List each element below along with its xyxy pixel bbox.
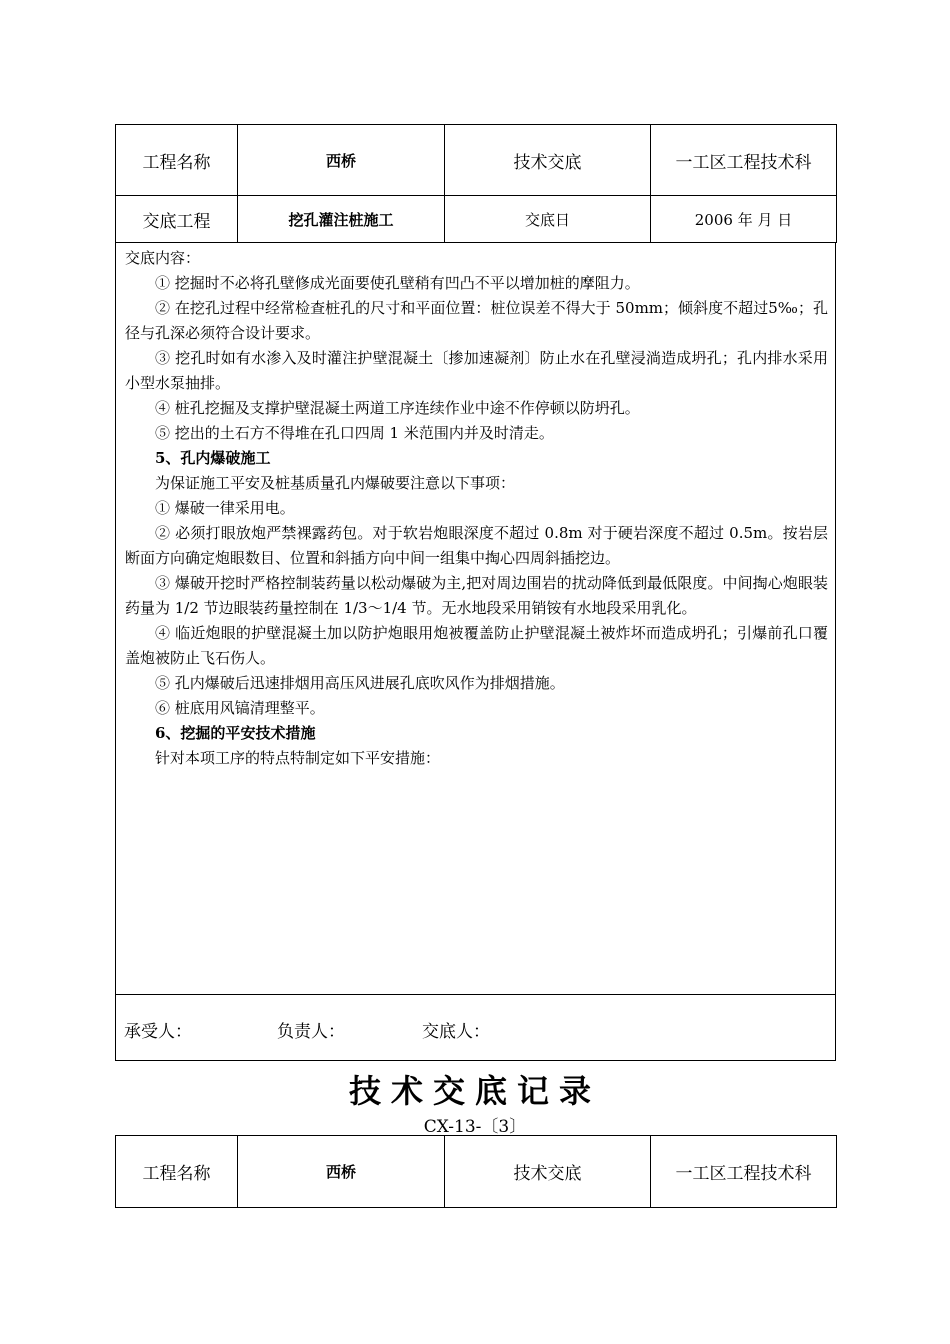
bottom-type-label: 技术交底 (445, 1136, 651, 1208)
content-paragraph: ⑥ 桩底用风镐清理整平。 (155, 699, 325, 717)
type-label: 技术交底 (445, 125, 651, 196)
record-code: CX-13-〔3〕 (423, 1117, 527, 1137)
content-body (125, 246, 828, 771)
section-heading: 6、挖掘的平安技术措施 (155, 724, 316, 742)
content-paragraph: ② 必须打眼放炮严禁裸露药包。对于软岩炮眼深度不超过 0.8m 对于硬岩深度不超过 0.5m。按岩层断面方向确定炮眼数目、位置和斜插方向中间一组集中掏心四周斜插挖边。 (125, 524, 828, 567)
department-value: 一工区工程技术科 (651, 125, 837, 196)
content-paragraph: ① 挖掘时不必将孔壁修成光面要使孔壁稍有凹凸不平以增加桩的摩阻力。 (155, 274, 640, 292)
project-name-value: 西桥 (238, 125, 445, 196)
item-value: 挖孔灌注桩施工 (238, 196, 445, 243)
section-heading: 5、孔内爆破施工 (155, 449, 271, 467)
project-name-label: 工程名称 (116, 125, 238, 196)
header-table (115, 124, 837, 243)
content-section (115, 242, 836, 994)
receiver-label: 承受人： (124, 1022, 192, 1042)
content-paragraph: ④ 桩孔挖掘及支撑护壁混凝土两道工序连续作业中途不作停顿以防坍孔。 (155, 399, 640, 417)
bottom-row-1 (116, 1136, 837, 1208)
signature-section (115, 994, 836, 1061)
responsible-label: 负责人： (277, 1022, 345, 1042)
discloser-label: 交底人： (422, 1022, 490, 1042)
bottom-header-table (115, 1135, 837, 1208)
content-paragraph: ⑤ 孔内爆破后迅速排烟用高压风进展孔底吹风作为排烟措施。 (155, 674, 565, 692)
content-paragraph: ③ 爆破开挖时严格控制装药量以松动爆破为主,把对周边围岩的扰动降低到最低限度。中间掏心炮眼装药量为 1/2 节边眼装药量控制在 1/3～1/4 节。无水地段采用销铵有水地段采用乳化。 (125, 574, 828, 617)
content-paragraph: ④ 临近炮眼的护壁混凝土加以防护炮眼用炮被覆盖防止护壁混凝土被炸坏而造成坍孔；引爆前孔口覆盖炮被防止飞石伤人。 (125, 624, 828, 667)
bottom-project-name-label: 工程名称 (116, 1136, 238, 1208)
content-paragraph: ② 在挖孔过程中经常检查桩孔的尺寸和平面位置：桩位误差不得大于 50mm；倾斜度不超过5‰；孔径与孔深必须符合设计要求。 (125, 299, 828, 342)
header-row-1 (116, 125, 837, 196)
content-paragraphs (125, 271, 828, 771)
header-row-2 (116, 196, 837, 243)
bottom-department-value: 一工区工程技术科 (651, 1136, 837, 1208)
record-title: 技术交底记录 (348, 1072, 601, 1110)
content-paragraph: ③ 挖孔时如有水渗入及时灌注护壁混凝土〔掺加速凝剂〕防止水在孔壁浸淌造成坍孔；孔内排水采用小型水泵抽排。 (125, 349, 828, 392)
date-value: 2006 年 月 日 (651, 196, 837, 243)
item-label: 交底工程 (116, 196, 238, 243)
content-paragraph: 为保证施工平安及桩基质量孔内爆破要注意以下事项： (155, 474, 516, 492)
content-paragraph: ⑤ 挖出的土石方不得堆在孔口四周 1 米范围内并及时清走。 (155, 424, 554, 442)
content-paragraph: ① 爆破一律采用电。 (155, 499, 295, 517)
date-label: 交底日 (445, 196, 651, 243)
bottom-project-name-value: 西桥 (238, 1136, 445, 1208)
content-paragraph: 针对本项工序的特点特制定如下平安措施： (155, 749, 441, 767)
content-heading: 交底内容： (125, 249, 201, 267)
